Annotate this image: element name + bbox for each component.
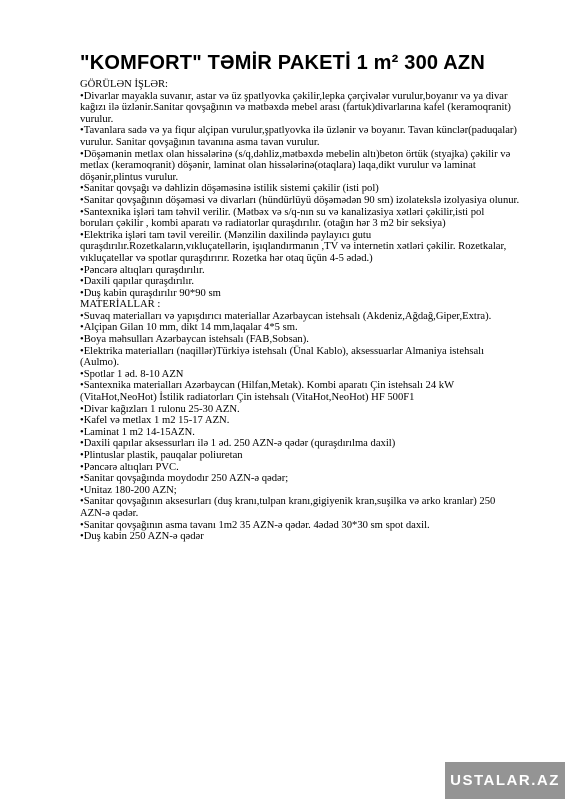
paragraph-floors: •Döşəmənin metlax olan hissələrinə (s/q,dəhliz,mətbəxdə mebelin altı)beton örtük (styajka) çəkilir və metlax (keramoqranit) döşənir, laminat olan hissələrinə(otaqlara) laqa,dikt vurulur və laminat döşənir,plintus vurulur.	[80, 148, 511, 183]
paragraph-electrical: •Elektrika işləri tam təvil vereilir. (Mənzilin daxilində paylayıcı gutu quraşdırılır.Rozetkaların,vıkluçatellərin, işıqlandırmanın ,TV və internetin xətləri çəkilir. Rozetkalar, vıkluçatellər və spotlar quraşdırırır. Rozetka hər otaq üçün 4-5 ədəd.)	[80, 229, 507, 264]
material-bathroom-accessories: •Sanitar qovşağının aksesurları (duş kranı,tulpan kranı,gigiyenik kran,suşilka və arko kranlar) 250 AZN-ə qədər.	[80, 496, 496, 519]
paragraph-shower: •Duş kabin quraşdırılır 90*90 sm	[80, 287, 221, 299]
material-plumbing: •Santexnika materialları Azərbaycan (Hilfan,Metak). Kombi aparatı Çin istehsalı 24 kW (VitaHot,NeoHot) İstilik radiatorları Çin istehsalı (VitaHot,NeoHot) HF 500F1	[80, 380, 454, 404]
material-washbasin: •Sanitar qovşağında moydodır 250 AZN-ə qədər;	[80, 473, 289, 485]
section-heading-materials: MATERİALLAR :	[80, 299, 161, 311]
document-body	[80, 79, 520, 543]
paragraph-walls: •Divarlar mayakla suvanır, astar və üz şpatlyovka çəkilir,lepka çərçivələr vurulur,boyanır və ya divar kağızı ilə üzlənir.Sanitar qovşağının və mətbəxdə mebel arası (fartuk)divarlarına kafel (keramoqranit) vurulur.	[80, 90, 511, 125]
material-laminate: •Laminat 1 m2 14-15AZN.	[80, 426, 195, 438]
material-wallpaper: •Divar kağızları 1 rulonu 25-30 AZN.	[80, 403, 240, 415]
document-title: "KOMFORT" TƏMİR PAKETİ 1 m² 300 AZN	[80, 52, 485, 74]
material-suspended-ceiling: •Sanitar qovşağının asma tavanı 1m2 35 AZN-ə qədər. 4ədəd 30*30 sm spot daxil.	[80, 519, 430, 531]
material-shower-cabin: •Duş kabin 250 AZN-ə qədər	[80, 531, 204, 543]
paragraph-window-sills: •Pəncərə altıqları quraşdırılır.	[80, 264, 205, 276]
paragraph-ceilings: •Tavanlara sadə və ya fiqur alçipan vurulur,şpatlyovka ilə üzlənir və boyanır. Tavan künclər(paduqalar) vurulur. Sanitar qovşağının tavanına asma tavan vurulur.	[80, 125, 517, 148]
material-window-sills: •Pəncərə altıqları PVC.	[80, 461, 179, 473]
section-heading-works: GÖRÜLƏN İŞLƏR:	[80, 79, 168, 90]
material-doors: •Daxili qapılar aksessurları ilə 1 əd. 250 AZN-ə qədər (quraşdırılma daxil)	[80, 438, 396, 450]
paragraph-heated-floor: •Sanitar qovşağı və dəhlizin döşəməsinə istilik sistemi çəkilir (isti pol)	[80, 183, 379, 195]
watermark-text: USTALAR.AZ	[450, 772, 560, 789]
material-paint: •Boya məhsulları Azərbaycan istehsalı (FAB,Sobsan).	[80, 334, 309, 346]
material-tiles: •Kafel və metlax 1 m2 15-17 AZN.	[80, 415, 230, 427]
material-plaster: •Suvaq materialları və yapışdırıcı materiallar Azərbaycan istehsalı (Akdeniz,Ağdağ,Giper,Extra).	[80, 310, 492, 322]
material-drywall: •Alçipan Gilan 10 mm, dikt 14 mm,laqalar 4*5 sm.	[80, 322, 298, 334]
material-toilet: •Unitaz 180-200 AZN;	[80, 484, 177, 496]
material-electrical: •Elektrika materialları (naqillər)Türkiyə istehsalı (Ünal Kablo), aksessuarlar Almaniya istehsalı (Aulmo).	[80, 345, 485, 369]
material-spotlights: •Spotlar 1 əd. 8-10 AZN	[80, 368, 184, 380]
paragraph-insulation: •Sanitar qovşağının döşəməsi və divarları (hündürlüyü döşəmədən 90 sm) izolateksl​ə izolyasiya olunur.	[80, 194, 520, 206]
material-plinths: •Plintuslar plastik, pauqalar poliuretan	[80, 450, 243, 461]
paragraph-plumbing: •Santexnika işləri tam təhvil verilir. (Mətbəx və s/q-nın su və kanalizasiya xətləri çəkilir,isti pol boruları çəkilir , kombi aparatı və radiatorlar quraşdırılır. (otağın hər 3 m2 bir seksiya)	[80, 206, 485, 230]
watermark-badge	[445, 762, 565, 799]
paragraph-interior-doors: •Daxili qapılar quraşdırılır.	[80, 276, 195, 288]
